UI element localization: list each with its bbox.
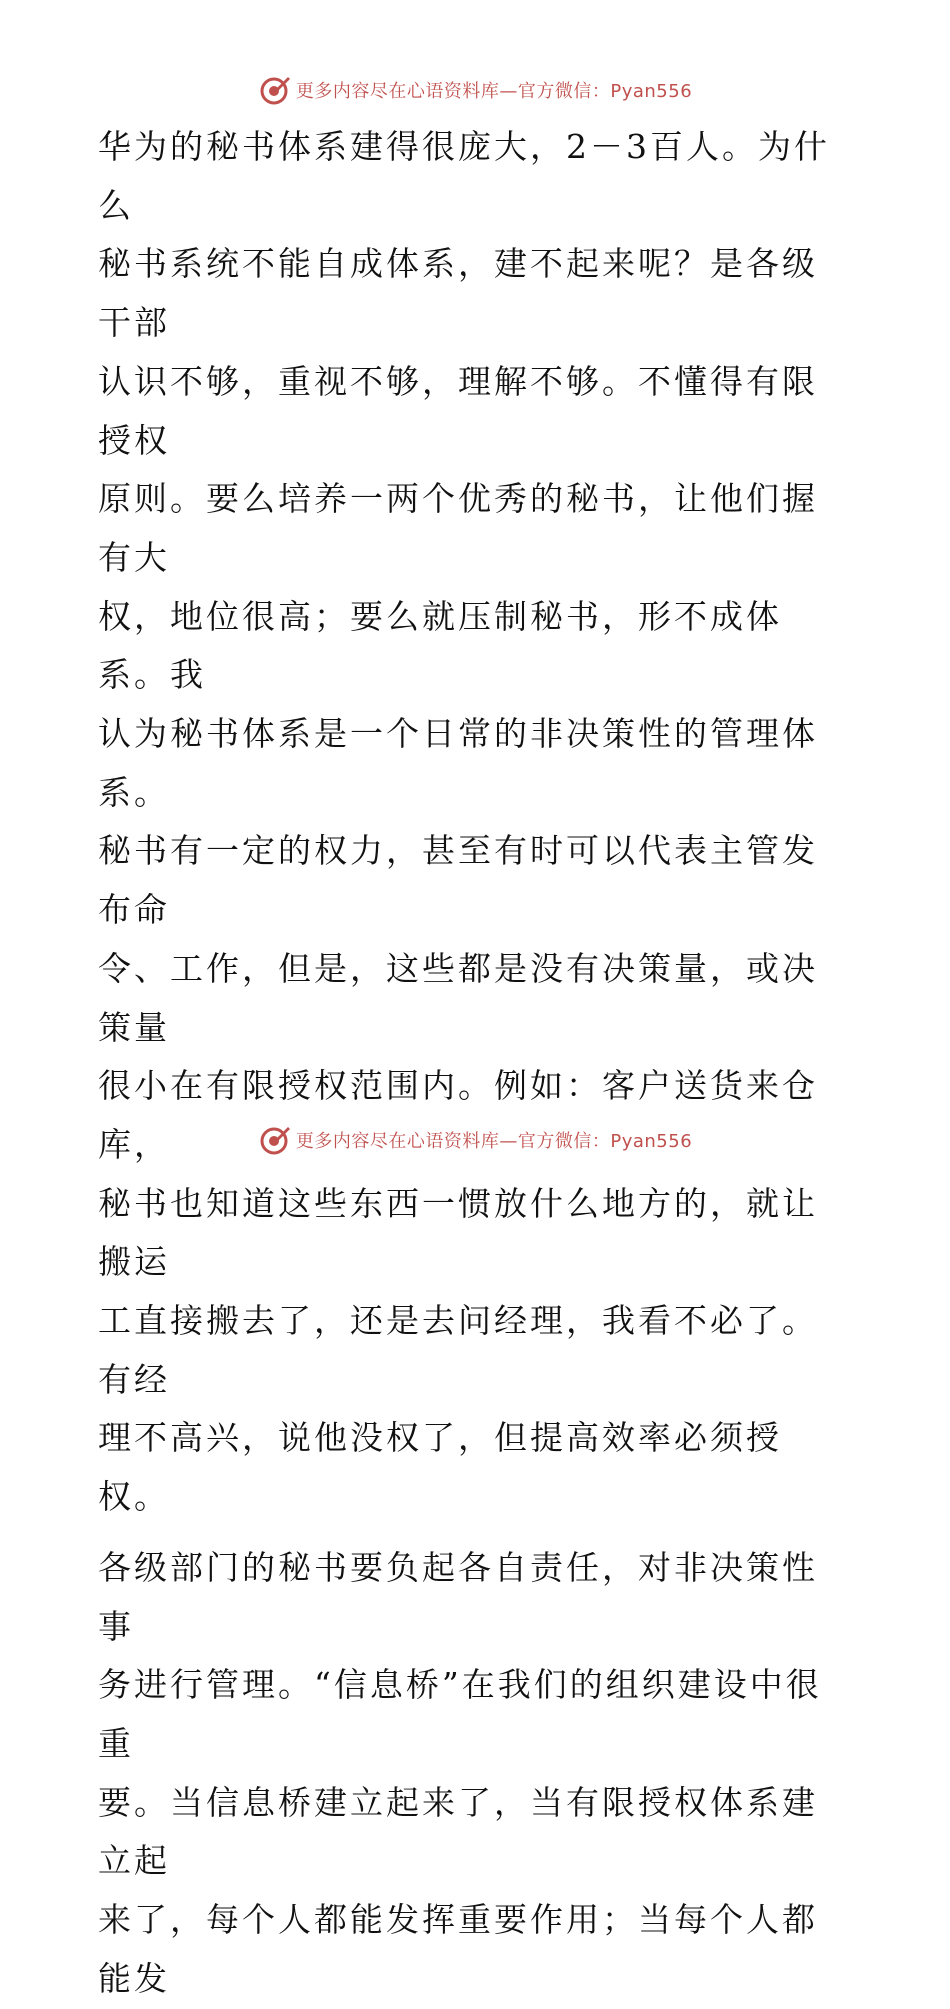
pen-logo-icon <box>258 1123 292 1157</box>
paragraph-1: 华为的秘书体系建得很庞大，2－3百人。为什么 秘书系统不能自成体系，建不起来呢？是各级干部 认识不够，重视不够，理解不够。不懂得有限授权 原则。要么培养一两个优秀的秘书，让他们握有大 权，地位很高；要么就压制秘书，形不成体系。我 认为秘书体系是一个日常的非决策性的管理体系。 秘书有一定的权力，甚至有时可以代表主管发布命 令、工作，但是，这些都是没有决策量，或决策量 很小在有限授权范围内。例如：客户送货来仓库， 秘书也知道这些东西一惯放什么地方的，就让搬运 工直接搬去了，还是去问经理，我看不必了。有经 理不高兴，说他没权了，但提高效率必须授权。 <box>98 127 830 1517</box>
paragraph-2: 各级部门的秘书要负起各自责任，对非决策性事 务进行管理。“信息桥”在我们的组织建设中很重 要。当信息桥建立起来了，当有限授权体系建立起 来了，每个人都能发挥重要作用；当每个人都能发 <box>98 1547 822 1998</box>
header-banner <box>0 70 950 110</box>
footer-banner-text: 更多内容尽在心语资料库—官方微信：Pyan556 <box>295 1131 693 1152</box>
footer-banner <box>0 1120 950 1160</box>
pen-logo-icon <box>258 73 292 107</box>
document-body <box>98 118 848 2009</box>
header-banner-text: 更多内容尽在心语资料库—官方微信：Pyan556 <box>295 81 693 102</box>
